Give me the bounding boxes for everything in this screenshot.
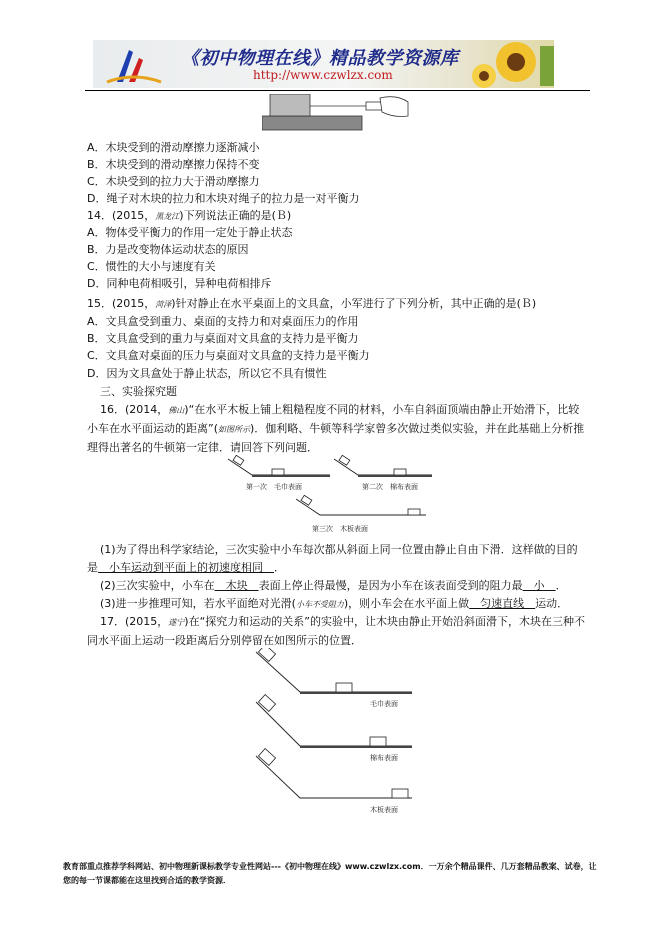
q13-option-d: D．绳子对木块的拉力和木块对绳子的拉力是一对平衡力 [87, 192, 360, 205]
banner-url: http://www.czwlzx.com [253, 68, 393, 82]
logo-icon [99, 42, 169, 86]
q13-option-b: B．木块受到的滑动摩擦力保持不变 [87, 158, 260, 171]
q13-option-c: C．木块受到的拉力大于滑动摩擦力 [87, 175, 260, 188]
q16-part2: (2)三次实验中，小车在 木块 表面上停止得最慢，是因为小车在该表面受到的阻力最 小 ． [100, 579, 567, 592]
cotton-caption: 棉布表面 [370, 754, 398, 762]
q15-option-a: A．文具盒受到重力、桌面的支持力和对桌面压力的作用 [87, 315, 359, 328]
trial2-caption: 第二次 棉布表面 [362, 483, 418, 491]
q15-option-c: C．文具盒对桌面的压力与桌面对文具盒的支持力是平衡力 [87, 349, 370, 362]
q14-option-c: C．惯性的大小与速度有关 [87, 260, 216, 273]
q14-option-a: A．物体受平衡力的作用一定处于静止状态 [87, 226, 293, 239]
towel-caption: 毛巾表面 [370, 700, 398, 708]
ramp-surfaces-figure [252, 648, 422, 834]
sunflower-icon [464, 40, 554, 88]
q17-stem: 17．(2015，遂宁)在“探究力和运动的关系”的实验中，让木块由静止开始沿斜面滑下，木块在三种不同水平面上运动一段距离后分别停留在如图所示的位置． [87, 615, 585, 647]
header-rule [85, 90, 590, 91]
q16-part1: (1)为了得出科学家结论，三次实验中小车每次都从斜面上同一位置由静止自由下滑．这样做的目的是 小车运动到平面上的初速度相同 ． [87, 543, 578, 574]
q13-option-a: A．木块受到的滑动摩擦力逐渐减小 [87, 141, 260, 154]
q14-option-b: B．力是改变物体运动状态的原因 [87, 243, 249, 256]
block-pull-figure [262, 94, 412, 138]
trial3-caption: 第三次 木板表面 [312, 525, 368, 533]
page-footer: 教育部重点推荐学科网站、初中物理新课标教学专业性网站---《初中物理在线》www.czwlzx.com．一万余个精品课件、几万套精品教案、试卷，让您的每一节课都能在这里找到合适的教学资源． [63, 862, 597, 885]
q16-part3: (3)进一步推理可知，若水平面绝对光滑(小车不受阻力)，则小车会在水平面上做 匀速直线 运动． [100, 597, 569, 610]
section-heading: 三、实验探究题 [100, 385, 177, 398]
q14-option-d: D．同种电荷相吸引，异种电荷相排斥 [87, 277, 272, 290]
q16-stem: 16．(2014，佛山)“在水平木板上铺上粗糙程度不同的材料，小车自斜面顶端由静止开始滑下，比较小车在水平面运动的距离”(如图所示)．伽利略、牛顿等科学家曾多次做过类似实验，并在此基础上分析推理得出著名的牛顿第一定律．请回答下列问题． [87, 403, 585, 454]
q14-stem: 14．(2015，黑龙江)下列说法正确的是(Ｂ) [87, 209, 292, 222]
q15-stem: 15．(2015，菏泽)针对静止在水平桌面上的文具盒，小军进行了下列分析，其中正确的是(Ｂ) [87, 297, 537, 310]
header-banner [93, 40, 554, 88]
banner-title: 《初中物理在线》精品教学资源库 [181, 48, 459, 69]
board-caption: 木板表面 [370, 806, 398, 814]
trial1-caption: 第一次 毛巾表面 [246, 483, 302, 491]
q15-option-d: D．因为文具盒处于静止状态，所以它不具有惯性 [87, 367, 327, 380]
q15-option-b: B．文具盒受到的重力与桌面对文具盒的支持力是平衡力 [87, 332, 359, 345]
ramp-trials-figure [226, 455, 436, 537]
